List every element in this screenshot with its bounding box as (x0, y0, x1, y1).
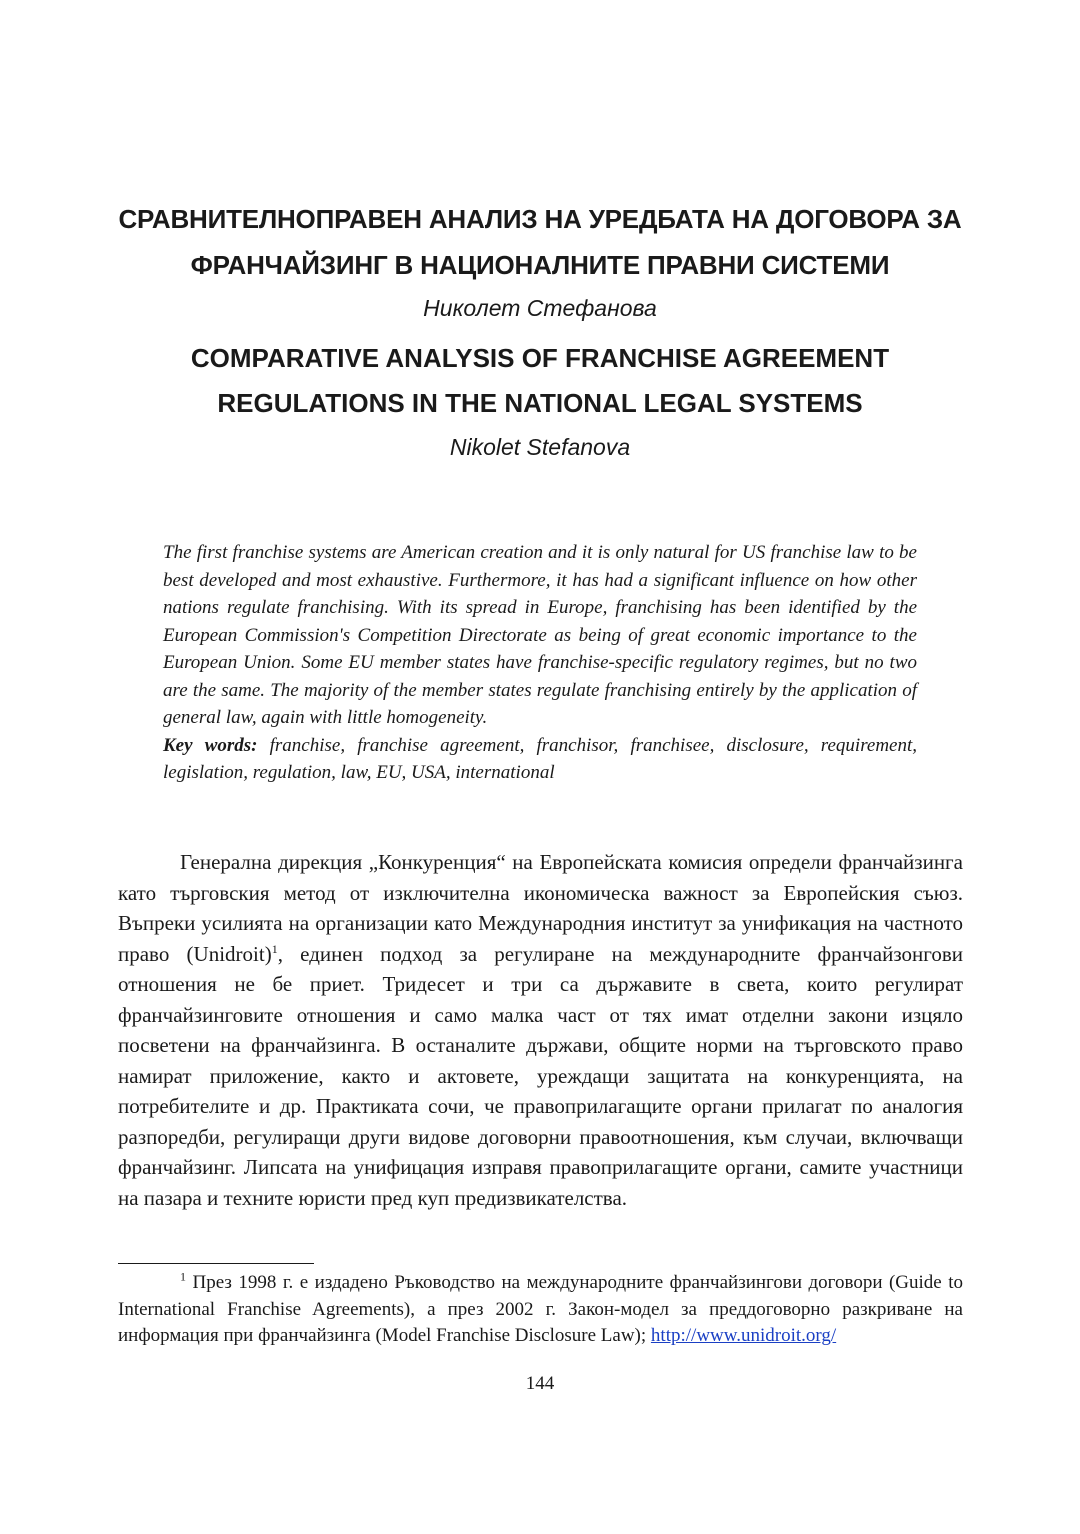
title-english-line-1: COMPARATIVE ANALYSIS OF FRANCHISE AGREEMENT (190, 343, 890, 373)
page-number: 144 (525, 1373, 555, 1394)
abstract (163, 539, 917, 787)
footnote-text: През 1998 г. е издадено Ръководство на международните франчайзингови договори (Guide to International Franchise Agreements), а през 2002 г. Закон-модел за преддоговорно разкриване на информация при франчайзинга (Model Franchise Disclosure Law); (118, 1272, 963, 1346)
footnote (118, 1270, 963, 1350)
abstract-text: The first franchise systems are American creation and it is only natural for US franchise law to be best developed and most exhaustive. Furthermore, it has had a significant influence on how other nations regulate franchising. With its spread in Europe, franchising has been identified by the European Commission's Competition Directorate as being of great economic importance to the European Union. Some EU member states have franchise-specific regulatory regimes, but no two are the same. The majority of the member states regulate franchising entirely by the application of general law, again with little homogeneity. (163, 542, 917, 728)
author-english: Nikolet Stefanova (449, 434, 631, 460)
title-bulgarian-line-2: ФРАНЧАЙЗИНГ В НАЦИОНАЛНИТЕ ПРАВНИ СИСТЕМИ (190, 250, 890, 280)
title-bulgarian-line-1: СРАВНИТЕЛНОПРАВЕН АНАЛИЗ НА УРЕДБАТА НА ДОГОВОРА ЗА (118, 204, 962, 234)
footnote-reference[interactable]: 1 (271, 941, 278, 956)
keywords-label: Key words: (163, 734, 258, 756)
title-english-line-2: REGULATIONS IN THE NATIONAL LEGAL SYSTEMS (217, 388, 863, 418)
footnote-number: 1 (180, 1269, 186, 1284)
footnote-link[interactable]: http://www.unidroit.org/ (650, 1325, 837, 1346)
keywords-list: franchise, franchise agreement, franchisor, franchisee, disclosure, requirement, legislation, regulation, law, EU, USA, international (163, 734, 918, 783)
body-text-part-2: , единен подход за регулиране на международните франчайзонгови отношения не бе приет. Тридесет и три са държавите в света, които регулират франчайзинговите отношения и само малка част от тях имат отделни закони изцяло посветени на франчайзинга. В останалите държави, общите норми на търговското право намират приложение, както и актовете, уреждащи защитата на конкуренцията, на потребителите и др. Практиката сочи, че правоприлагащите органи прилагат по аналогия разпоредби, регулиращи други видове договорни правоотношения, към случаи, включващи франчайзинг. Липсата на унифицация изправя правоприлагащите органи, самите участници на пазара и техните юристи пред куп предизвикателства. (118, 941, 963, 1210)
body-text-part-1: Генерална дирекция „Конкуренция“ на Европейската комисия определи франчайзинга като търговския метод от изключителна икономическа важност за Европейския съюз. Въпреки усилията на организации като Международния институт за унификация на частното право (Unidroit) (118, 850, 963, 966)
footnote-divider (118, 1263, 314, 1264)
author-bulgarian: Николет Стефанова (423, 295, 657, 321)
body-paragraph (118, 847, 963, 1213)
keywords (163, 732, 917, 787)
